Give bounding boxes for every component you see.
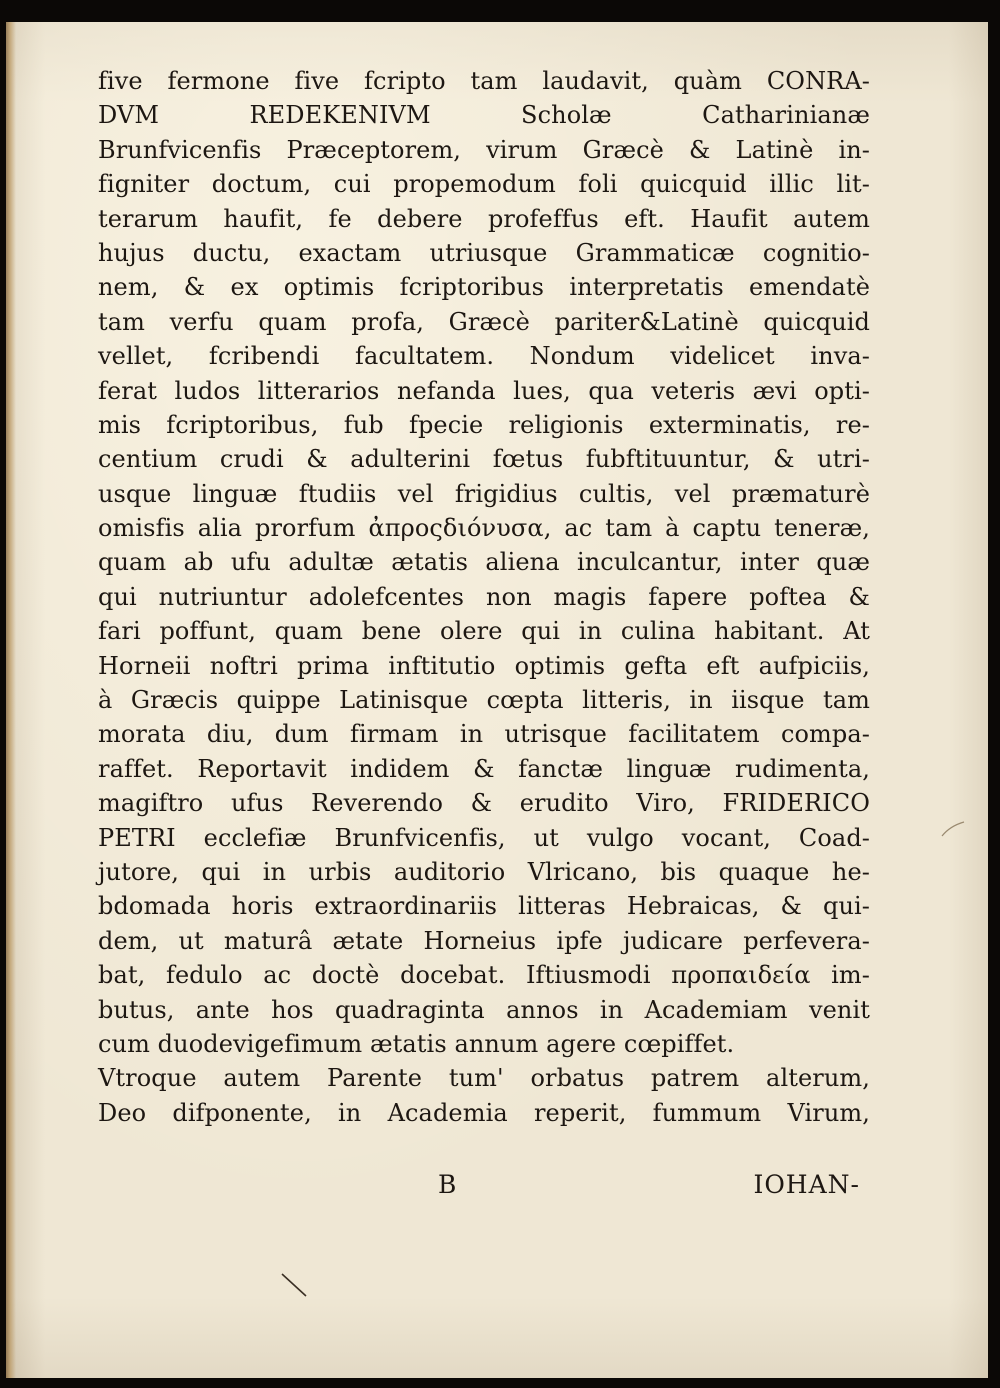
- text-line-27: bat, fedulo ac doctè docebat. Iftiusmodi προπαιδεία im-: [98, 961, 870, 990]
- text-line-31: Deo difponente, in Academia reperit, fummum Virum,: [98, 1098, 870, 1127]
- body-text: [98, 64, 870, 1130]
- text-line-8: tam verfu quam profa, Græcè pariter&Latinè quicquid: [98, 307, 870, 336]
- margin-tick-mark: [940, 820, 966, 840]
- text-line-7: nem, & ex optimis fcriptoribus interpretatis emendatè: [98, 273, 870, 302]
- text-line-17: fari poffunt, quam bene olere qui in culina habitant. At: [98, 617, 870, 646]
- text-line-3: Brunfvicenfis Præceptorem, virum Græcè & Latinè in-: [98, 135, 870, 164]
- text-line-15: quam ab ufu adultæ ætatis aliena inculcantur, inter quæ: [98, 548, 870, 577]
- text-line-20: morata diu, dum firmam in utrisque facilitatem compa-: [98, 720, 870, 749]
- text-line-13: usque linguæ ftudiis vel frigidius cultis, vel præmaturè: [98, 479, 870, 508]
- text-line-16: qui nutriuntur adolefcentes non magis fapere poftea &: [98, 582, 870, 611]
- text-line-23: PETRI ecclefiæ Brunfvicenfis, ut vulgo vocant, Coad-: [98, 823, 870, 852]
- signature-mark: B: [438, 1170, 458, 1199]
- catchword: IOHAN-: [753, 1170, 860, 1199]
- text-line-6: hujus ductu, exactam utriusque Grammaticæ cognitio-: [98, 238, 870, 267]
- text-line-2: DVM REDEKENIVM Scholæ Catharinianæ: [98, 101, 870, 130]
- text-line-28: butus, ante hos quadraginta annos in Academiam venit: [98, 995, 870, 1024]
- text-line-9: vellet, fcribendi facultatem. Nondum videlicet inva-: [98, 342, 870, 371]
- text-line-22: magiftro ufus Reverendo & erudito Viro, FRIDERICO: [98, 789, 870, 818]
- text-line-25: bdomada horis extraordinariis litteras Hebraicas, & qui-: [98, 892, 870, 921]
- text-line-29: cum duodevigefimum ætatis annum agere cœpiffet.: [98, 1029, 735, 1058]
- text-line-19: à Græcis quippe Latinisque cœpta litteris, in iisque tam: [98, 686, 870, 715]
- text-line-18: Horneii noftri prima inftitutio optimis gefta eft aufpiciis,: [98, 651, 870, 680]
- text-line-11: mis fcriptoribus, fub fpecie religionis exterminatis, re-: [98, 410, 870, 439]
- page-footer: [98, 1170, 870, 1210]
- text-line-14: omisfis alia prorfum ἀπροςδιόνυσα, ac tam à captu teneræ,: [98, 514, 870, 543]
- binding-edge: [6, 22, 16, 1378]
- stray-pen-mark: [280, 1270, 310, 1300]
- text-line-24: jutore, qui in urbis auditorio Vlricano, bis quaque he-: [98, 857, 870, 886]
- text-line-4: figniter doctum, cui propemodum foli quicquid illic lit-: [98, 170, 870, 199]
- text-line-5: terarum haufit, fe debere profeffus eft. Haufit autem: [98, 204, 870, 233]
- text-line-30: Vtroque autem Parente tum' orbatus patrem alterum,: [98, 1064, 870, 1093]
- text-line-21: raffet. Reportavit indidem & fanctæ linguæ rudimenta,: [98, 754, 870, 783]
- text-line-26: dem, ut maturâ ætate Horneius ipfe judicare perfevera-: [98, 926, 870, 955]
- text-line-1: five fermone five fcripto tam laudavit, quàm CONRA-: [98, 67, 870, 95]
- text-line-10: ferat ludos litterarios nefanda lues, qua veteris ævi opti-: [98, 376, 870, 405]
- text-line-12: centium crudi & adulterini fœtus fubftituuntur, & utri-: [98, 445, 870, 474]
